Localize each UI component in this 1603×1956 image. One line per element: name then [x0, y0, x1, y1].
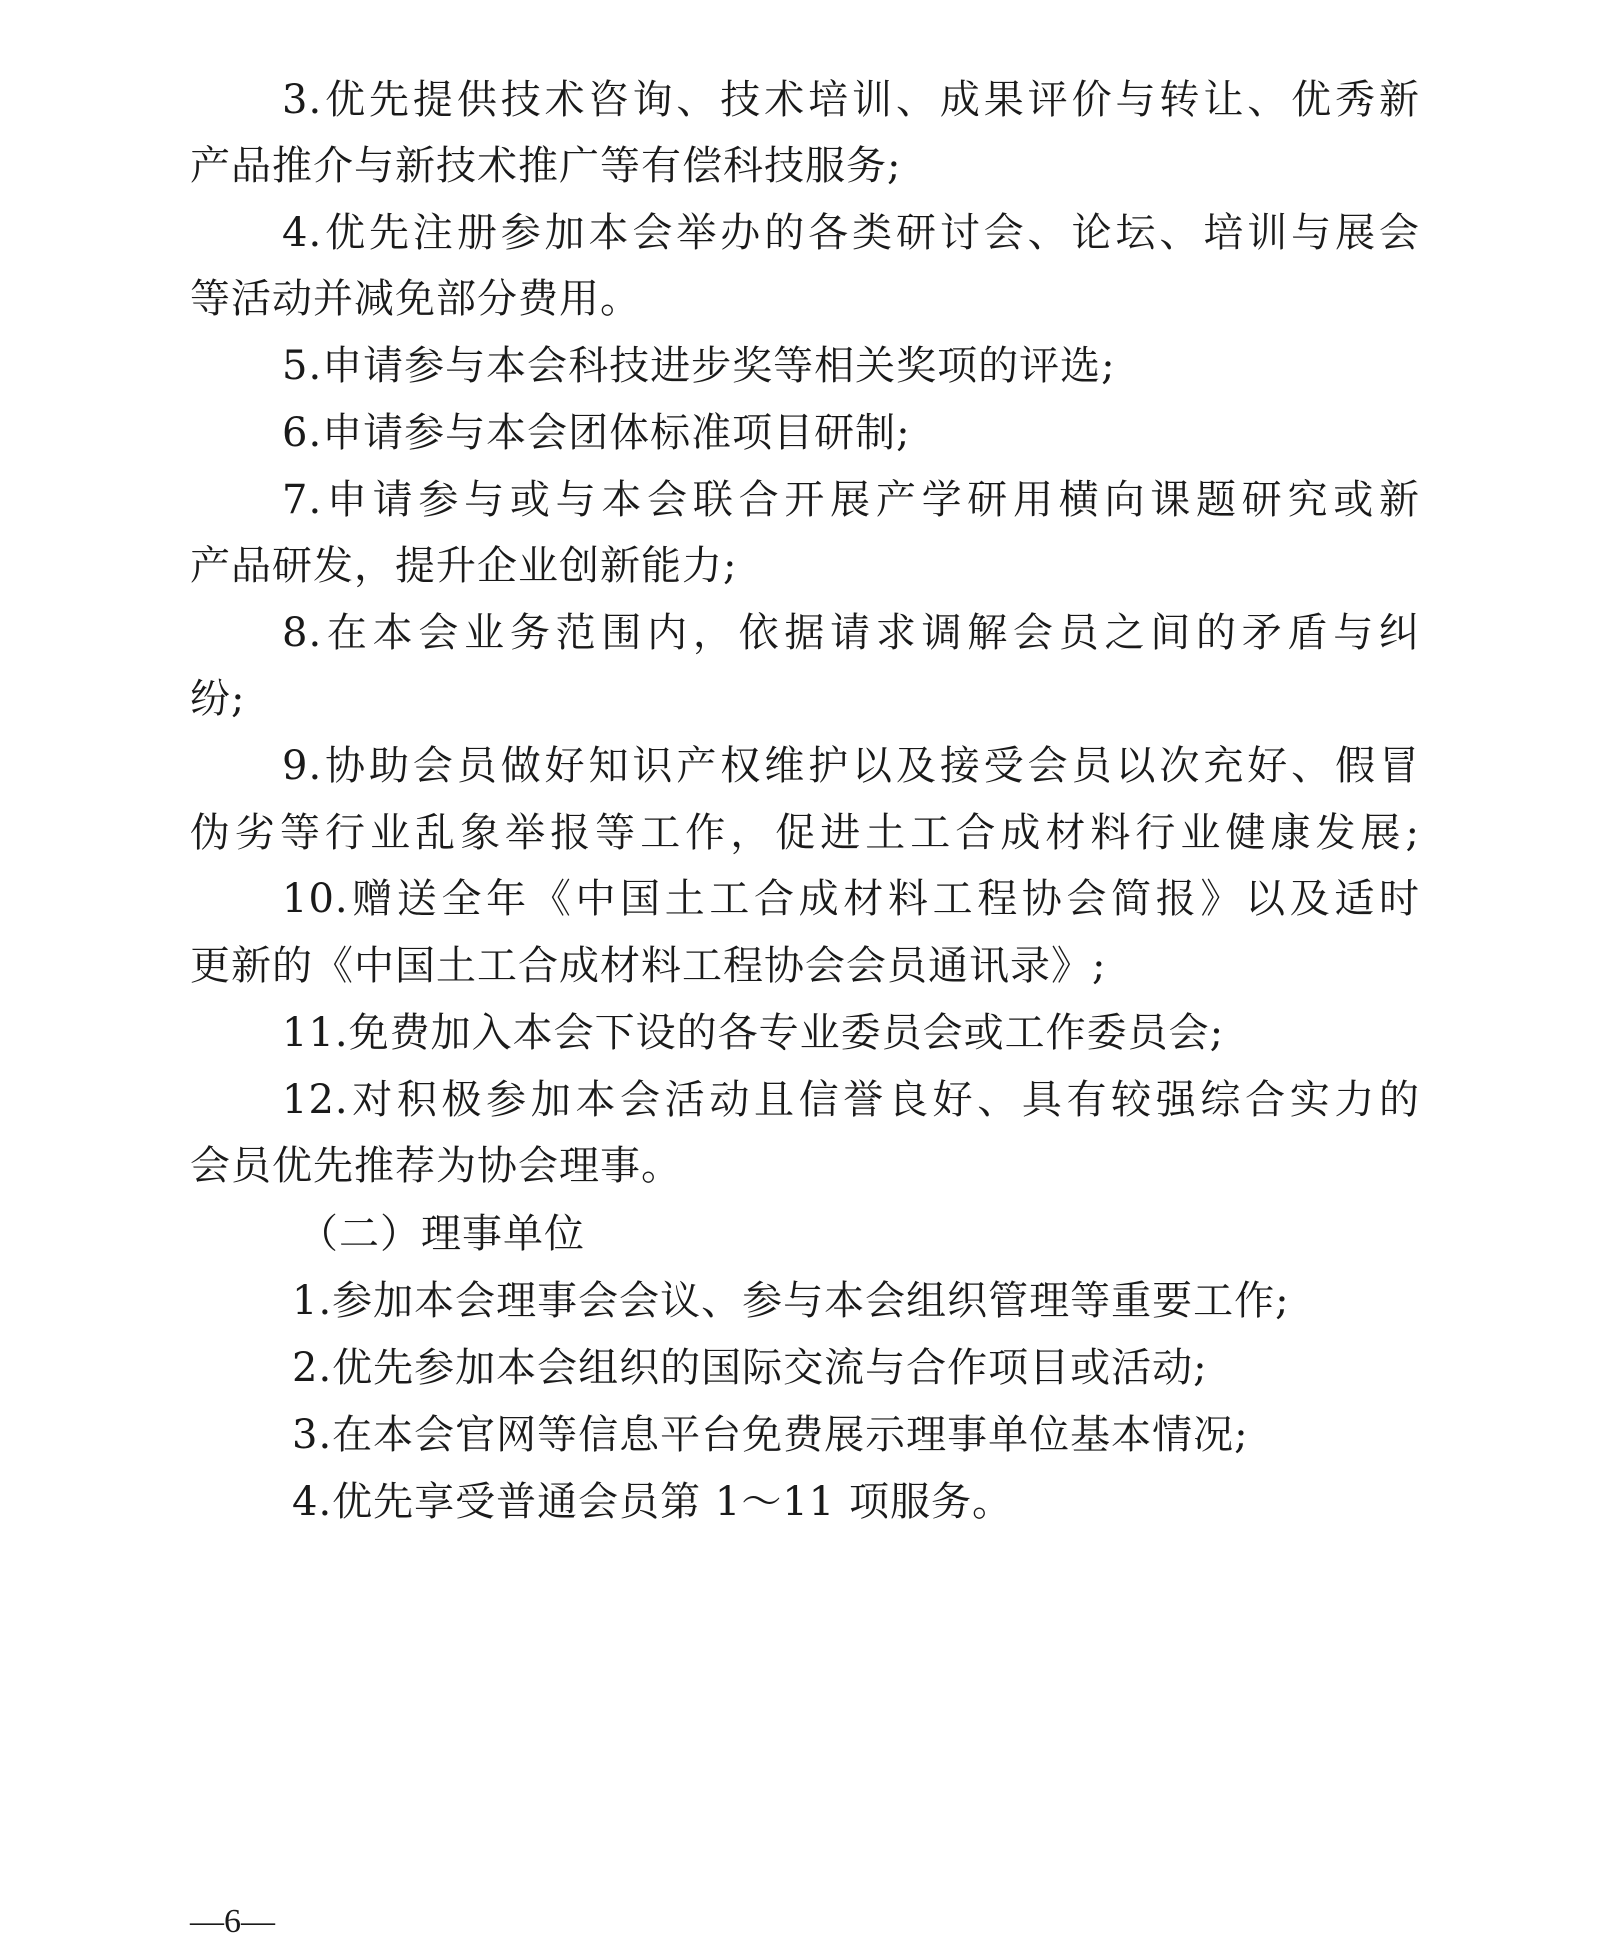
list-item-6: 6.申请参与本会团体标准项目研制; — [282, 410, 911, 456]
director-item-2: 2.优先参加本会组织的国际交流与合作项目或活动; — [292, 1345, 1208, 1391]
list-item-7-line-2: 产品研发，提升企业创新能力; — [190, 543, 738, 589]
list-item-3-line-1: 3.优先提供技术咨询、技术培训、成果评价与转让、优秀新 — [282, 77, 1420, 123]
list-item-4-line-1: 4.优先注册参加本会举办的各类研讨会、论坛、培训与展会 — [282, 210, 1420, 256]
list-item-11: 11.免费加入本会下设的各专业委员会或工作委员会; — [282, 1010, 1225, 1056]
list-item-8-line-2: 纷; — [190, 676, 246, 722]
section-heading-director-units: （二）理事单位 — [298, 1211, 585, 1257]
list-item-4-line-2: 等活动并减免部分费用。 — [190, 276, 641, 322]
list-item-9-line-1: 9.协助会员做好知识产权维护以及接受会员以次充好、假冒 — [282, 743, 1420, 789]
list-item-3-line-2: 产品推介与新技术推广等有偿科技服务; — [190, 143, 902, 189]
list-item-8-line-1: 8.在本会业务范围内，依据请求调解会员之间的矛盾与纠 — [282, 610, 1420, 656]
list-item-7-line-1: 7.申请参与或与本会联合开展产学研用横向课题研究或新 — [282, 477, 1420, 523]
list-item-12-line-2: 会员优先推荐为协会理事。 — [190, 1143, 682, 1189]
list-item-10-line-1: 10.赠送全年《中国土工合成材料工程协会简报》以及适时 — [282, 876, 1420, 922]
list-item-12-line-1: 12.对积极参加本会活动且信誉良好、具有较强综合实力的 — [282, 1077, 1420, 1123]
list-item-5: 5.申请参与本会科技进步奖等相关奖项的评选; — [282, 343, 1116, 389]
page-number: —6— — [190, 1903, 275, 1940]
director-item-4: 4.优先享受普通会员第 1～11 项服务。 — [292, 1479, 1013, 1525]
list-item-10-line-2: 更新的《中国土工合成材料工程协会会员通讯录》; — [190, 943, 1107, 989]
list-item-9-line-2: 伪劣等行业乱象举报等工作，促进土工合成材料行业健康发展; — [190, 810, 1420, 856]
director-item-3: 3.在本会官网等信息平台免费展示理事单位基本情况; — [292, 1412, 1249, 1458]
director-item-1: 1.参加本会理事会会议、参与本会组织管理等重要工作; — [292, 1278, 1290, 1324]
